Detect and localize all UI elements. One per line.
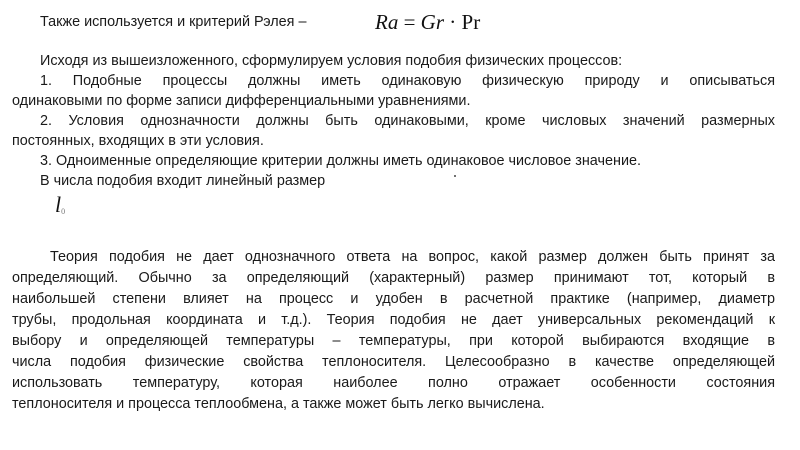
conditions-intro: Исходя из вышеизложенного, сформулируем условия подобия физических процессов: (40, 53, 623, 69)
theory-line-5: выбору и определяющей температуры – температуры, при которой выбираются входящие в (12, 333, 775, 349)
condition-2-line-2: постоянных, входящих в эти условия. (12, 133, 264, 149)
theory-line-3: наибольшей степени влияет на процесс и удобен в расчетной практике (например, диаметр (12, 291, 775, 307)
theory-line-4: трубы, продольная координата и т.д.). Теория подобия не дает универсальных рекомендаций к (12, 312, 775, 328)
formula-pr: Pr (461, 10, 481, 34)
formula-gr: Gr (420, 10, 445, 34)
theory-line-2: определяющий. Обычно за определяющий (характерный) размер принимают тот, который в (12, 270, 775, 286)
condition-1-line-2: одинаковыми по форме записи дифференциальными уравнениями. (12, 93, 471, 109)
formula-equals: = (398, 10, 421, 34)
condition-1-line-1: 1. Подобные процессы должны иметь одинаковую физическую природу и описываться (40, 73, 775, 89)
stray-dot (454, 175, 456, 177)
formula-ra: Ra (375, 10, 399, 34)
theory-line-6: числа подобия физические свойства теплоносителя. Целесообразно в качестве определяющей (12, 354, 775, 370)
condition-2-line-1: 2. Условия однозначности должны быть одинаковыми, кроме числовых значений размерных (40, 113, 775, 129)
formula-dot: · (444, 10, 462, 34)
theory-line-8: теплоносителя и процесса теплообмена, а также может быть легко вычислена. (12, 396, 545, 412)
symbol-subscript: 0 (61, 207, 66, 216)
rayleigh-intro-text: Также используется и критерий Рэлея – (40, 14, 307, 30)
linear-size-text: В числа подобия входит линейный размер (40, 173, 326, 189)
rayleigh-formula (375, 10, 480, 34)
theory-line-1: Теория подобия не дает однозначного ответа на вопрос, какой размер должен быть принят за (50, 249, 775, 265)
linear-size-symbol (55, 192, 65, 218)
symbol-letter: l (55, 192, 62, 217)
theory-line-7: использовать температуру, которая наиболее полно отражает особенности состояния (12, 375, 775, 391)
condition-3: 3. Одноименные определяющие критерии должны иметь одинаковое числовое значение. (40, 153, 641, 169)
